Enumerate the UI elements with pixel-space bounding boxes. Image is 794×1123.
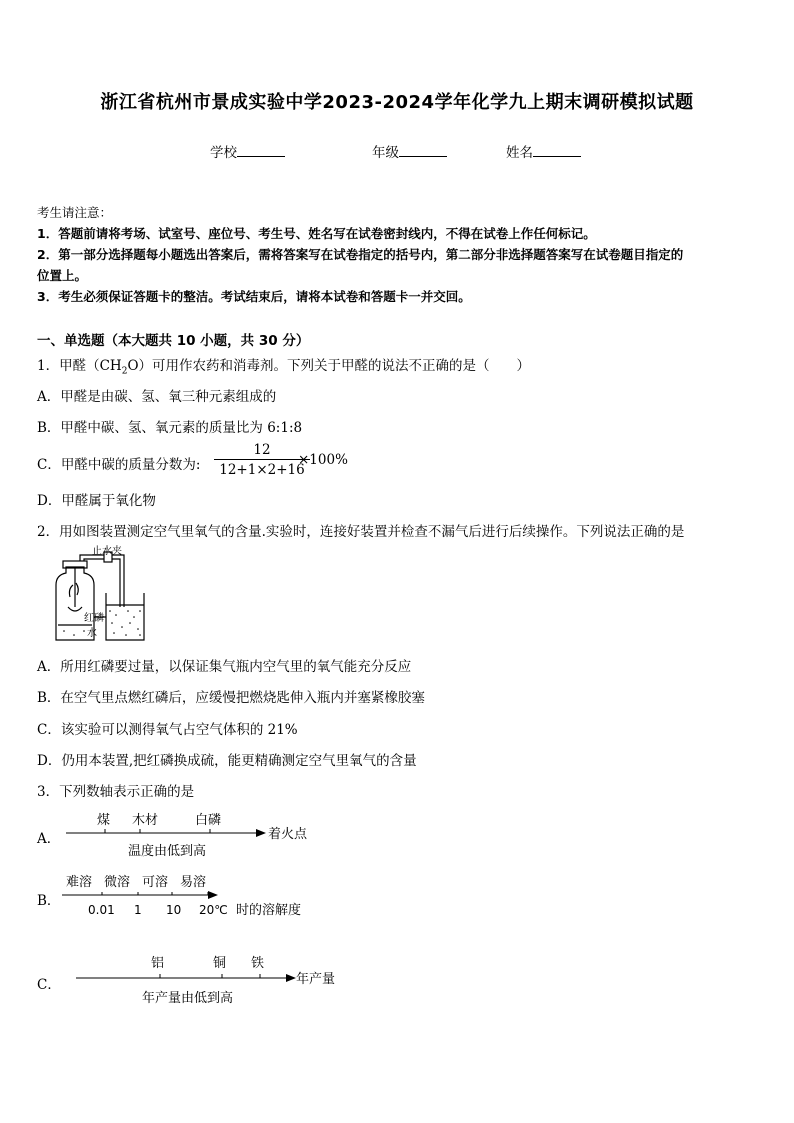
notice-heading: 考生请注意： — [37, 205, 113, 220]
school-label: 学校 — [210, 145, 237, 161]
q3-stem: 3．下列数轴表示正确的是 — [37, 784, 195, 800]
school-field[interactable] — [210, 141, 285, 161]
fig-water-label: 水 — [87, 628, 97, 639]
axis-b-item-1: 难溶 — [66, 875, 93, 890]
axis-a-end: 着火点 — [268, 827, 308, 842]
q1-fraction-num: 12 — [253, 442, 271, 458]
name-label: 姓名 — [506, 145, 533, 161]
grade-label: 年级 — [372, 145, 399, 161]
q1-stem-b: O）可用作农药和消毒剂。下列关于甲醛的说法不正确的是（ ） — [127, 358, 531, 374]
axis-a-item-2: 木材 — [132, 813, 159, 828]
axis-b-end: 时的溶解度 — [236, 903, 302, 918]
q1-stem-a: 1．甲醛（CH — [37, 358, 122, 374]
axis-c-item-2: 铜 — [213, 956, 227, 971]
q1-option-c[interactable]: C．甲醛中碳的质量分数为: — [37, 457, 201, 473]
grade-blank[interactable] — [399, 144, 447, 157]
q1-stem-sub: 2 — [121, 366, 128, 377]
q1-option-b[interactable]: B．甲醛中碳、氢、氧元素的质量比为 6:1:8 — [37, 420, 303, 436]
axis-b-tick-3: 10 — [166, 903, 182, 917]
axis-b-tick-2: 1 — [134, 903, 142, 917]
axis-a-caption: 温度由低到高 — [128, 844, 207, 859]
q2-option-c[interactable]: C．该实验可以测得氧气占空气体积的 21% — [37, 722, 298, 738]
name-blank[interactable] — [533, 144, 581, 157]
notice-item-2-cont: 位置上。 — [37, 268, 88, 283]
q1-option-d[interactable]: D．甲醛属于氧化物 — [37, 493, 156, 509]
axis-b-item-2: 微溶 — [104, 875, 131, 890]
fraction-bar — [214, 459, 310, 460]
axis-c-item-3: 铁 — [251, 956, 265, 971]
axis-c-end: 年产量 — [296, 972, 336, 987]
notice-item-3: 3．考生必须保证答题卡的整洁。考试结束后，请将本试卷和答题卡一并交回。 — [37, 289, 471, 304]
q1-fraction-den: 12+1×2+16 — [219, 462, 305, 478]
q3-option-b-label[interactable]: B． — [37, 893, 61, 909]
q3-axis-c — [70, 951, 360, 1007]
q3-option-a-label[interactable]: A． — [37, 831, 61, 847]
fig-phosphorus-label: 红磷 — [84, 613, 104, 624]
name-field[interactable] — [506, 141, 581, 161]
page-title: 浙江省杭州市景成实验中学2023-2024学年化学九上期末调研模拟试题 — [100, 92, 694, 113]
q3-axis-b — [58, 870, 328, 922]
axis-b-tick-1: 0.01 — [88, 903, 115, 917]
grade-field[interactable] — [372, 141, 447, 161]
axis-c-item-1: 铝 — [151, 956, 165, 971]
axis-b-tick-4: 20℃ — [199, 903, 228, 917]
q1-percent: ×100% — [298, 452, 348, 468]
notice-item-2: 2．第一部分选择题每小题选出答案后，需将答案写在试卷指定的括号内，第二部分非选择题答案写在试卷题目指定的 — [37, 247, 684, 262]
notice-item-1: 1．答题前请将考场、试室号、座位号、考生号、姓名写在试卷密封线内，不得在试卷上作任何标记。 — [37, 226, 596, 241]
school-blank[interactable] — [237, 144, 285, 157]
q3-option-c-label[interactable]: C． — [37, 977, 61, 993]
q2-option-b[interactable]: B．在空气里点燃红磷后，应缓慢把燃烧匙伸入瓶内并塞紧橡胶塞 — [37, 690, 425, 706]
fig-clip-label: 止水夹 — [92, 546, 122, 557]
q1-option-a[interactable]: A．甲醛是由碳、氢、氧三种元素组成的 — [37, 389, 277, 405]
q2-option-d[interactable]: D．仍用本装置,把红磷换成硫，能更精确测定空气里氧气的含量 — [37, 753, 417, 769]
axis-c-caption: 年产量由低到高 — [142, 991, 234, 1006]
q2-option-a[interactable]: A．所用红磷要过量，以保证集气瓶内空气里的氧气能充分反应 — [37, 659, 412, 675]
q1-stem — [37, 354, 530, 377]
apparatus-diagram — [44, 545, 164, 645]
section-heading: 一、单选题（本大题共 10 小题，共 30 分） — [37, 333, 310, 349]
axis-b-item-4: 易溶 — [180, 875, 207, 890]
axis-b-item-3: 可溶 — [142, 875, 169, 890]
q3-axis-a — [60, 808, 330, 860]
q1-fraction — [212, 442, 312, 478]
axis-a-item-1: 煤 — [97, 813, 111, 828]
axis-a-item-3: 白磷 — [195, 813, 222, 828]
q2-stem: 2．用如图装置测定空气里氧气的含量.实验时，连接好装置并检查不漏气后进行后续操作。下列说法正确的是 — [37, 524, 685, 540]
